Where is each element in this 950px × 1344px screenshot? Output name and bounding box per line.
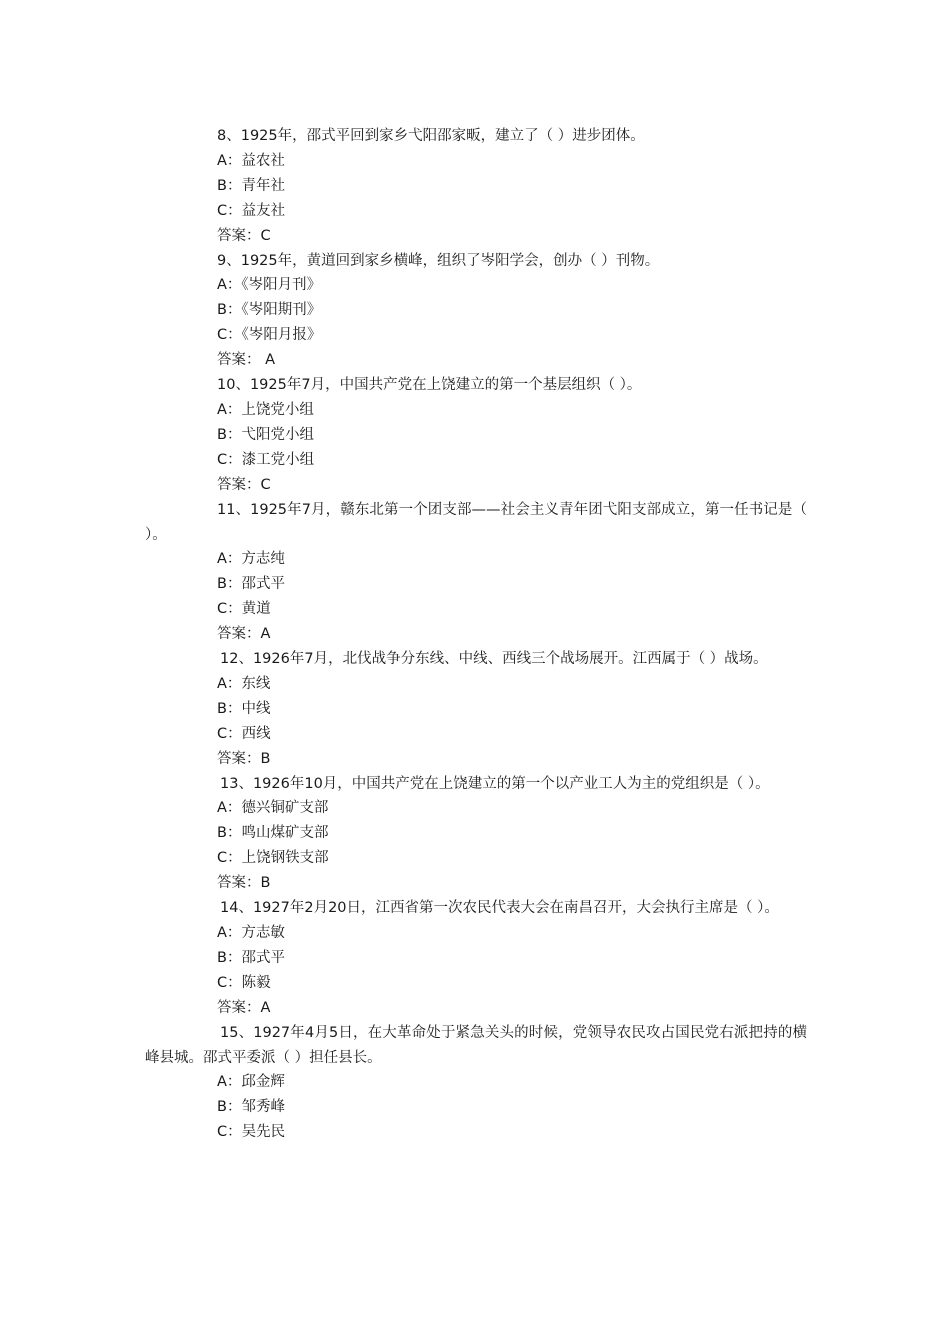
option-b: B：中线 (217, 700, 271, 717)
option-b: B：《岑阳期刊》 (217, 302, 322, 319)
question-stem: 12、1926年7月，北伐战争分东线、中线、西线三个战场展开。江西属于（ ）战场。 (220, 651, 768, 668)
option-b: B：邵式平 (217, 576, 285, 593)
option-c: C：益友社 (217, 202, 286, 219)
option-b: B：青年社 (217, 177, 285, 194)
question-9 (145, 249, 807, 374)
question-stem: 14、1927年2月20日，江西省第一次农民代表大会在南昌召开，大会执行主席是（ ）。 (220, 900, 779, 917)
option-c: C：吴先民 (217, 1124, 286, 1141)
option-b: B：鸣山煤矿支部 (217, 825, 329, 842)
option-a: A：方志敏 (217, 925, 285, 941)
option-a: A：德兴铜矿支部 (217, 800, 329, 817)
question-stem: 11、1925年7月，赣东北第一个团支部——社会主义青年团弋阳支部成立，第一任书记是（ ）。 (145, 501, 807, 543)
question-stem: 15、1927年4月5日，在大革命处于紧急关头的时候，党领导农民攻占国民党右派把持的横峰县城。邵式平委派（ ）担任县长。 (145, 1024, 807, 1066)
question-14 (145, 896, 807, 1021)
question-11 (145, 498, 807, 647)
answer-line: 答案：B (217, 875, 271, 892)
answer-line: 答案：C (217, 476, 271, 493)
question-list (145, 124, 807, 1145)
option-a: A：《岑阳月刊》 (217, 277, 322, 294)
option-c: C：黄道 (217, 601, 271, 618)
option-a: A：益农社 (217, 152, 285, 169)
option-c: C：上饶钢铁支部 (217, 850, 329, 867)
answer-line: 答案：A (217, 999, 271, 1016)
option-a: A：邱金辉 (217, 1074, 285, 1091)
question-8 (145, 124, 807, 249)
option-c: C：《岑阳月报》 (217, 327, 322, 344)
option-c: C：西线 (217, 725, 271, 742)
option-b: B：弋阳党小组 (217, 426, 314, 443)
question-stem: 9、1925年，黄道回到家乡横峰，组织了岑阳学会，创办（ ）刊物。 (217, 252, 660, 269)
answer-line: 答案： A (217, 352, 276, 369)
answer-line: 答案：A (217, 626, 271, 643)
question-stem: 10、1925年7月，中国共产党在上饶建立的第一个基层组织（ ）。 (217, 377, 642, 394)
question-10 (145, 373, 807, 498)
option-c: C：陈毅 (217, 974, 271, 991)
option-b: B：邵式平 (217, 949, 285, 966)
option-b: B：邹秀峰 (217, 1099, 285, 1116)
option-a: A：东线 (217, 675, 271, 692)
option-c: C：漆工党小组 (217, 451, 315, 468)
question-stem: 13、1926年10月，中国共产党在上饶建立的第一个以产业工人为主的党组织是（ ）。 (220, 775, 770, 792)
question-12 (145, 647, 807, 772)
option-a: A：方志纯 (217, 551, 285, 568)
question-13 (145, 772, 807, 897)
option-a: A：上饶党小组 (217, 401, 314, 418)
question-15 (145, 1021, 807, 1146)
answer-line: 答案：B (217, 750, 271, 767)
question-stem: 8、1925年，邵式平回到家乡弋阳邵家畈，建立了（ ）进步团体。 (217, 128, 645, 144)
answer-line: 答案：C (217, 227, 271, 244)
